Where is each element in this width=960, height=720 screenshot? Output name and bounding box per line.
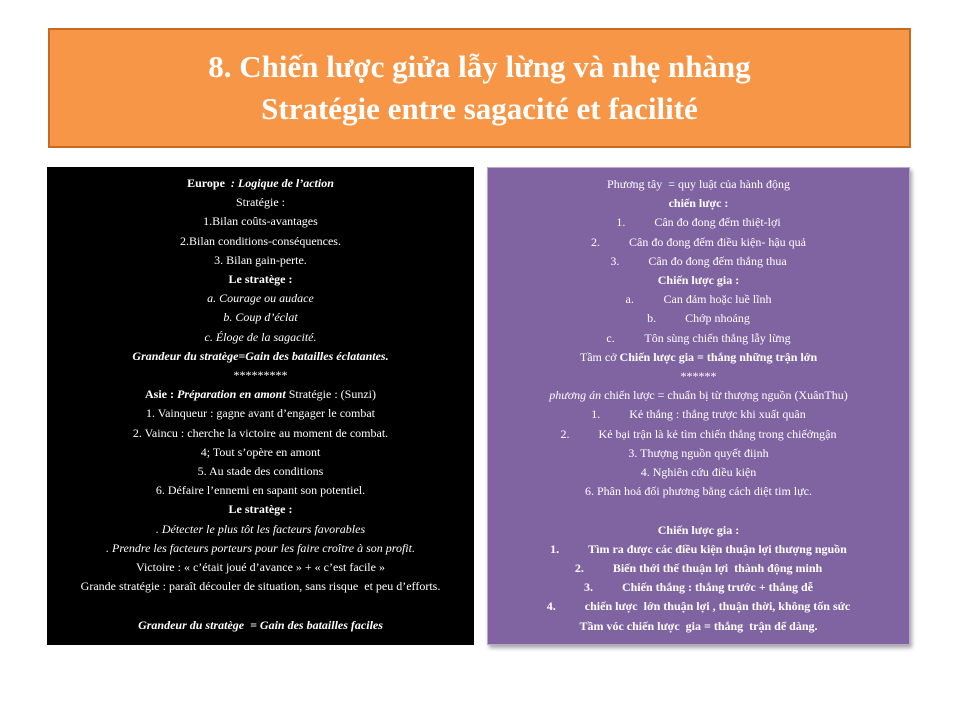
list-item: 5. Au stade des conditions (197, 464, 324, 479)
list-item: 4. Nghiên cứu điều kiện (640, 465, 757, 480)
list-item: 2.Bilan conditions-conséquences. (180, 233, 341, 248)
blank-line (47, 596, 474, 615)
europe-asia-panel (47, 167, 474, 645)
list-item: 1. Vainqueur : gagne avant d’engager le combat (145, 406, 376, 421)
grandeur-statement: Grandeur du stratège = Gain des batailles faciles (138, 617, 383, 632)
title-french: Stratégie entre sagacité et facilité (261, 91, 698, 126)
victory-line: Victoire : « c’était joué d’avance » + « c’est facile » (136, 560, 385, 575)
list-item: . Détecter le plus tôt les facteurs favorables (155, 521, 366, 536)
list-item: 6. Phân hoá đối phương bằng cách diệt tim lực. (585, 484, 812, 499)
list-item: 1. Kẻ thắng : thắng trược khi xuất quân (591, 407, 806, 422)
strategist-heading: Le stratège : (228, 272, 293, 287)
separator: ********* (233, 368, 288, 383)
list-item: . Prendre les facteurs porteurs pour les faire croître à son profit. (106, 540, 415, 555)
list-item: 4; Tout s’opère en amont (200, 444, 321, 459)
list-item: c. Tôn sùng chiến thắng lẫy lừng (606, 330, 791, 345)
strategy-label: chiến lược : (668, 196, 729, 211)
strategist-heading: Le stratège : (228, 502, 293, 517)
stature-statement: Tầm cở Chiến lược gia = thắng những trận lớn (579, 349, 818, 364)
strategy-label: Stratégie : (236, 195, 285, 210)
list-item: 1. Cân đo đong đếm thiệt-lợi (616, 215, 781, 230)
list-item: 3. Bilan gain-perte. (214, 252, 307, 267)
europe-heading: Europe : Logique de l’action (187, 176, 334, 190)
title-vietnamese: 8. Chiến lược giửa lẫy lừng và nhẹ nhàng (208, 49, 751, 84)
list-item: 2. Biến thới thế thuận lợi thành động minh (574, 561, 823, 576)
east-heading: phương án chiến lược = chuẩn bị từ thượng nguồn (XuânThu) (549, 388, 848, 403)
list-item: b. Coup d’éclat (223, 310, 298, 325)
list-item: c. Éloge de la sagacité. (204, 329, 317, 344)
list-item: 2. Kẻ bại trận là kẻ tìm chiến thắng trong chiếởngận (560, 426, 837, 441)
slide-title (48, 28, 911, 148)
separator: ****** (680, 369, 717, 384)
grand-strategy-line: Grande stratégie : paraît découler de situation, sans risque et peu d’efforts. (80, 579, 441, 594)
list-item: 1.Bilan coûts-avantages (203, 214, 318, 229)
list-item: 3. Cân đo đong đếm thắng thua (610, 253, 787, 268)
stature-statement: Tầm vóc chiến lược gia = thắng trận dể dàng. (579, 618, 818, 633)
asia-heading: Asie : Préparation en amont Stratégie : (Sunzi) (145, 387, 376, 402)
list-item: 2. Cân đo đong đếm điều kiện- hậu quả (591, 234, 806, 249)
strategist-heading: Chiến lược gia : (657, 273, 740, 288)
list-item: a. Courage ou audace (207, 291, 314, 306)
list-item: 6. Défaire l’ennemi en sapant son potentiel. (155, 483, 366, 498)
list-item: 1. Tìm ra được các điều kiện thuận lợi thượng nguồn (550, 541, 847, 556)
west-heading: Phương tây = quy luật của hành động (607, 177, 790, 191)
list-item: a. Can đảm hoặc luề lĩnh (625, 292, 772, 307)
grandeur-statement: Grandeur du stratège=Gain des batailles éclatantes. (132, 348, 389, 363)
list-item: 3. Chiến thắng : thắng trước + thắng dễ (583, 580, 814, 595)
blank-line (488, 501, 909, 520)
list-item: b. Chớp nhoáng (647, 311, 750, 326)
strategist-heading: Chiến lược gia : (657, 522, 740, 537)
west-east-panel (487, 167, 910, 645)
list-item: 2. Vaincu : cherche la victoire au moment de combat. (132, 425, 389, 440)
list-item: 3. Thượng nguồn quyết điịnh (628, 445, 769, 460)
list-item: 4. chiến lược lớn thuận lợi , thuận thời, không tốn sức (546, 599, 851, 614)
